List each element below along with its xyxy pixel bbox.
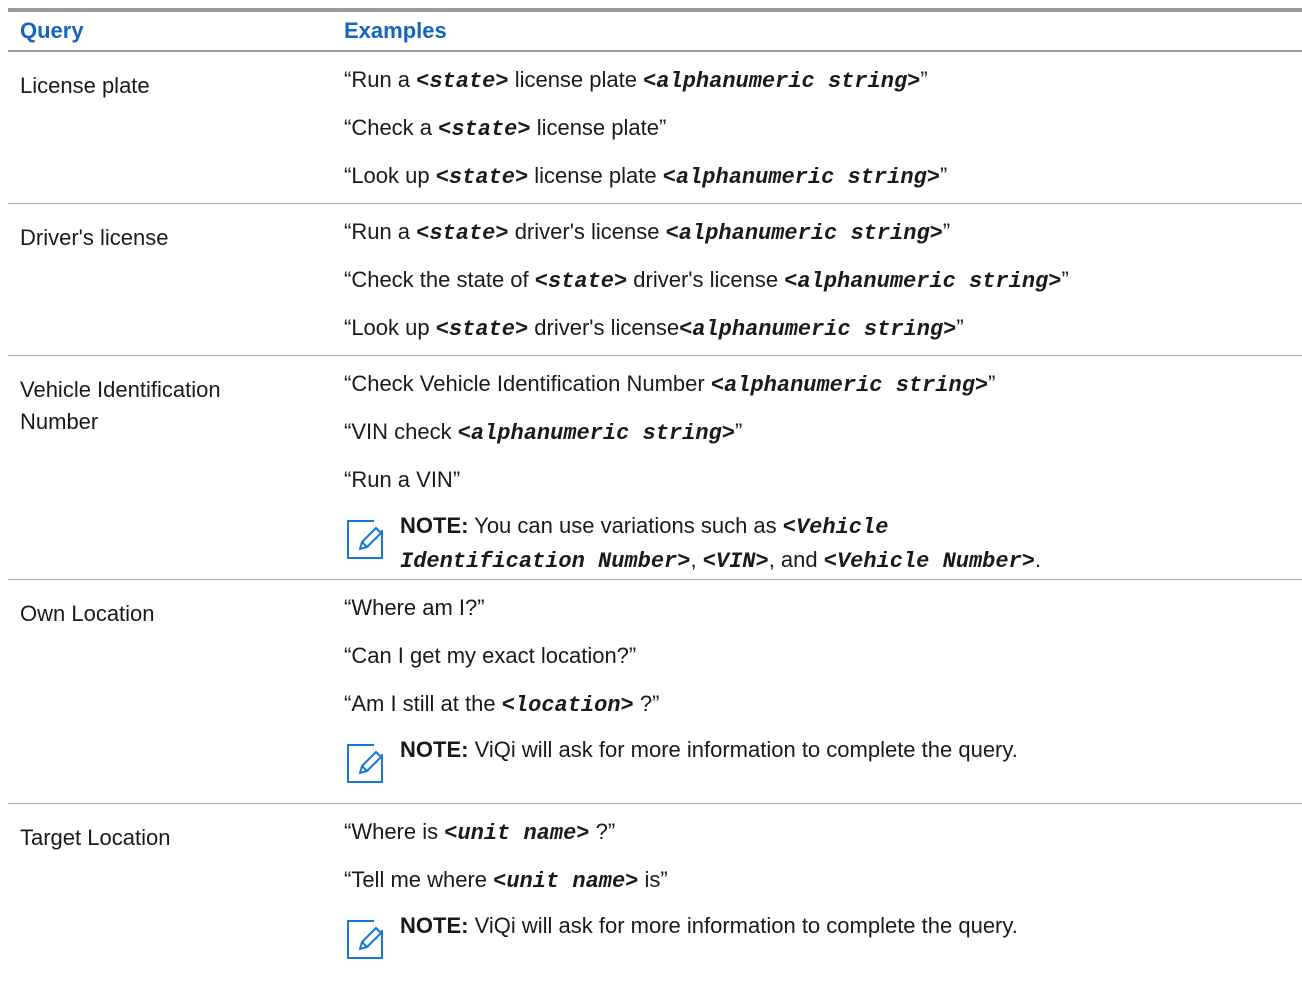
example-line: “Look up <state> driver's license<alphanumeric string>” (344, 315, 964, 342)
query-cell: Target Location (20, 825, 171, 850)
example-line: “Can I get my exact location?” (344, 643, 637, 668)
query-cell: License plate (20, 73, 150, 98)
example-line: “Run a <state> license plate <alphanumeric string>” (344, 67, 928, 94)
example-line: “Look up <state> license plate <alphanumeric string>” (344, 163, 948, 190)
table-row (8, 804, 1302, 974)
table-row (8, 580, 1302, 804)
note-text: NOTE: ViQi will ask for more information to complete the query. (400, 913, 1018, 938)
example-line: “Check a <state> license plate” (344, 115, 667, 142)
note-pencil-icon (344, 740, 386, 786)
note-box (344, 910, 1302, 962)
examples-cell (344, 580, 1302, 803)
query-cell: Driver's license (20, 225, 169, 250)
note-box (344, 510, 1302, 578)
example-line: “Am I still at the <location> ?” (344, 691, 660, 718)
note-text: NOTE: ViQi will ask for more information to complete the query. (400, 737, 1018, 762)
table-row (8, 52, 1302, 204)
examples-cell (344, 356, 1302, 579)
example-line: “Run a <state> driver's license <alphanumeric string>” (344, 219, 951, 246)
query-line: Vehicle Identification (20, 377, 221, 402)
query-cell: Own Location (20, 601, 155, 626)
note-text: NOTE: You can use variations such as <Vehicle Identification Number>, <VIN>, and <Vehicle Number>. (400, 513, 1042, 574)
query-cell (8, 356, 344, 579)
table-row (8, 356, 1302, 580)
query-examples-table (8, 8, 1302, 974)
example-line: “Tell me where <unit name> is” (344, 867, 668, 894)
examples-cell (344, 52, 1302, 203)
examples-cell (344, 804, 1302, 974)
example-line: “Run a VIN” (344, 467, 461, 492)
note-pencil-icon (344, 916, 386, 962)
example-line: “Check the state of <state> driver's license <alphanumeric string>” (344, 267, 1069, 294)
table-header (8, 12, 1302, 52)
example-line: “Check Vehicle Identification Number <alphanumeric string>” (344, 371, 996, 398)
example-line: “Where is <unit name> ?” (344, 819, 616, 846)
note-box (344, 734, 1302, 786)
example-line: “VIN check <alphanumeric string>” (344, 419, 743, 446)
header-query: Query (20, 18, 84, 43)
examples-cell (344, 204, 1302, 355)
header-examples: Examples (344, 18, 447, 43)
table-row (8, 204, 1302, 356)
example-line: “Where am I?” (344, 595, 485, 620)
query-line: Number (20, 409, 99, 434)
note-pencil-icon (344, 516, 386, 562)
